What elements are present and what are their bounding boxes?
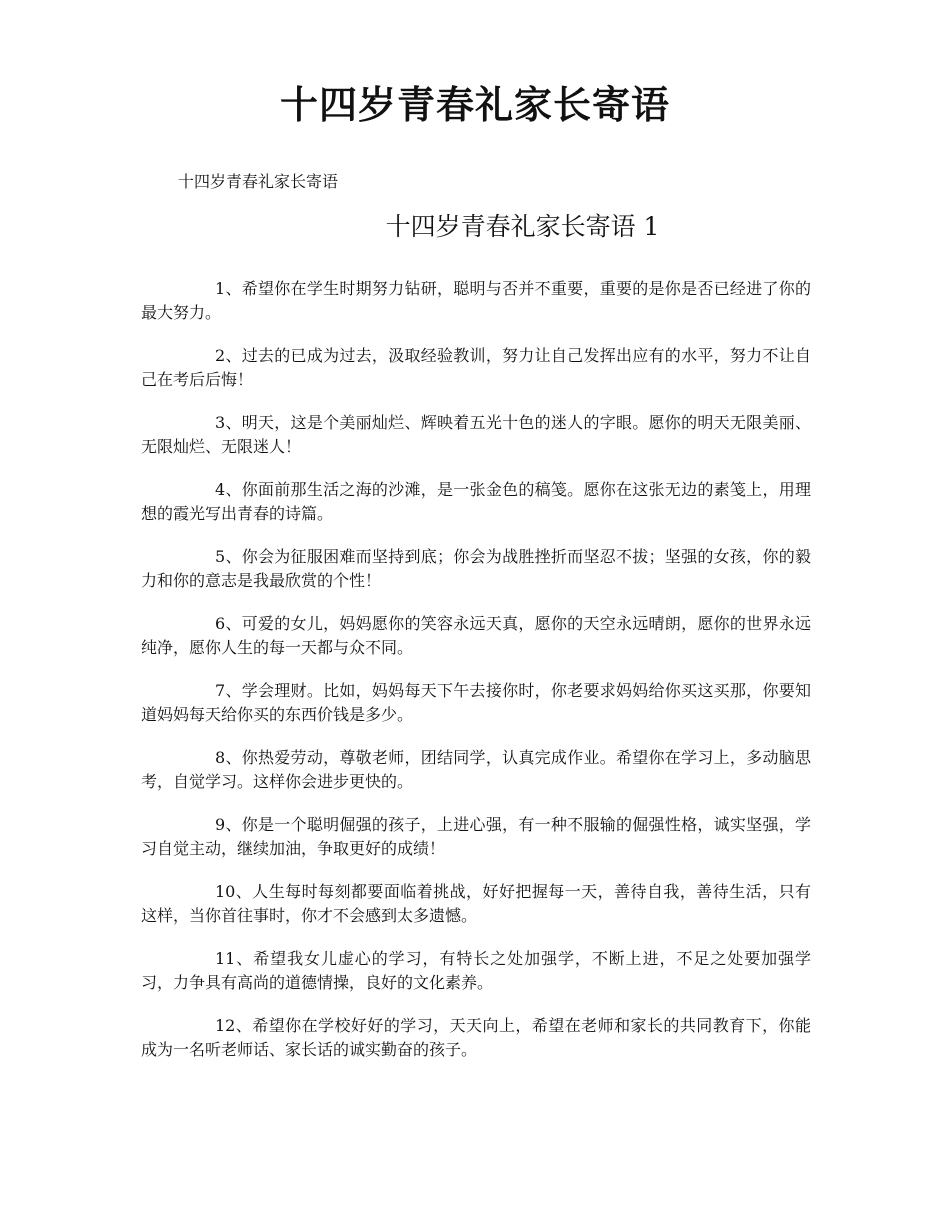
section-title: 十四岁青春礼家长寄语 1 xyxy=(385,212,660,241)
intro-line: 十四岁青春礼家长寄语 xyxy=(178,172,339,191)
paragraph: 12、希望你在学校好好的学习，天天向上，希望在老师和家长的共同教育下，你能成为一名听老师话、家长话的诚实勤奋的孩子。 xyxy=(141,1016,811,1059)
document-body xyxy=(141,277,811,1081)
paragraph: 9、你是一个聪明倔强的孩子，上进心强，有一种不服输的倔强性格，诚实坚强，学习自觉主动，继续加油，争取更好的成绩！ xyxy=(141,815,811,858)
paragraph: 5、你会为征服困难而坚持到底；你会为战胜挫折而坚忍不拔；坚强的女孩，你的毅力和你的意志是我最欣赏的个性！ xyxy=(141,547,811,590)
paragraph: 7、学会理财。比如，妈妈每天下午去接你时，你老要求妈妈给你买这买那，你要知道妈妈每天给你买的东西价钱是多少。 xyxy=(141,681,811,724)
paragraph: 11、希望我女儿虚心的学习，有特长之处加强学，不断上进，不足之处要加强学习，力争具有高尚的道德情操，良好的文化素养。 xyxy=(141,949,811,992)
paragraph: 3、明天，这是个美丽灿烂、辉映着五光十色的迷人的字眼。愿你的明天无限美丽、无限灿烂、无限迷人！ xyxy=(141,413,811,456)
paragraph: 6、可爱的女儿，妈妈愿你的笑容永远天真，愿你的天空永远晴朗，愿你的世界永远纯净，愿你人生的每一天都与众不同。 xyxy=(141,614,811,657)
paragraph: 8、你热爱劳动，尊敬老师，团结同学，认真完成作业。希望你在学习上，多动脑思考，自觉学习。这样你会进步更快的。 xyxy=(141,748,811,791)
paragraph: 10、人生每时每刻都要面临着挑战，好好把握每一天，善待自我，善待生活，只有这样，当你首往事时，你才不会感到太多遗憾。 xyxy=(141,882,811,925)
paragraph: 1、希望你在学生时期努力钻研，聪明与否并不重要，重要的是你是否已经进了你的最大努力。 xyxy=(141,279,811,322)
page-title: 十四岁青春礼家长寄语 xyxy=(279,82,670,127)
paragraph: 2、过去的已成为过去，汲取经验教训，努力让自己发挥出应有的水平，努力不让自己在考后后悔！ xyxy=(141,346,811,389)
paragraph: 4、你面前那生活之海的沙滩，是一张金色的稿笺。愿你在这张无边的素笺上，用理想的霞光写出青春的诗篇。 xyxy=(141,480,811,523)
